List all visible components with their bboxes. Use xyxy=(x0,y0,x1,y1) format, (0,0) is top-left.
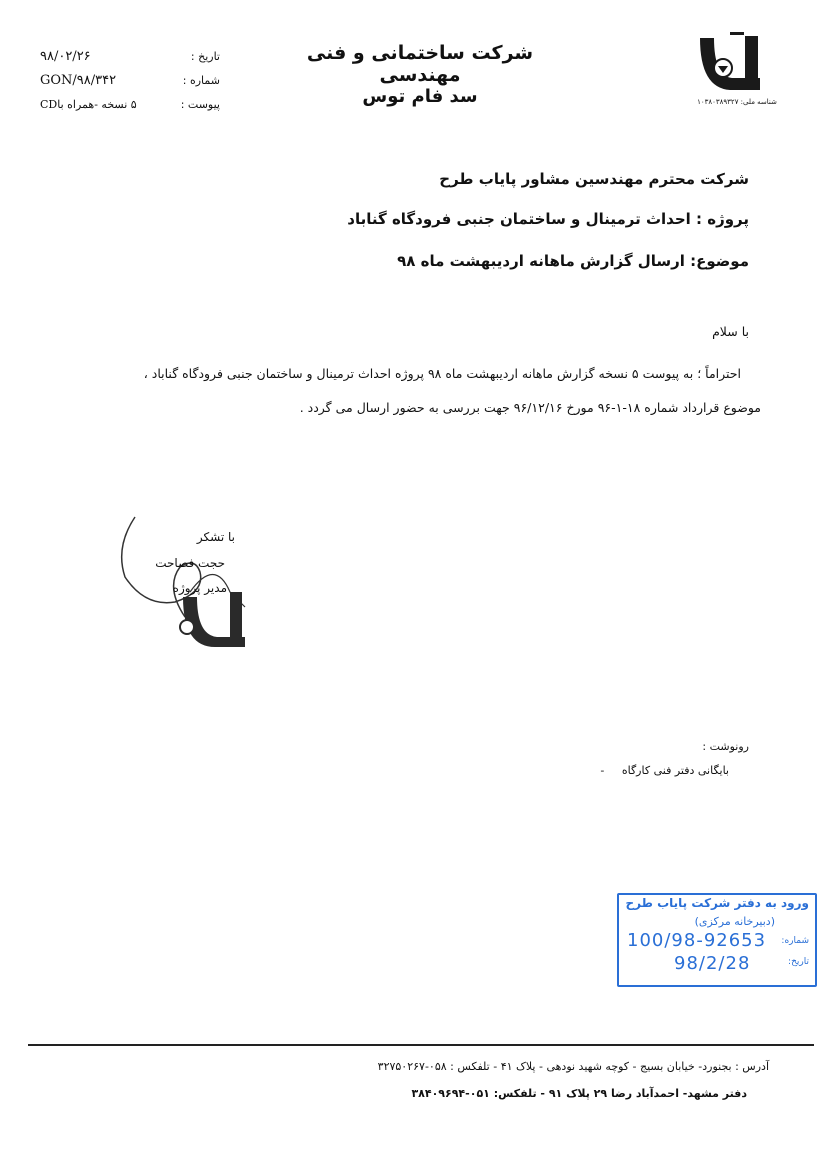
cc-bullet: - xyxy=(600,764,605,777)
attachment-row xyxy=(40,92,220,116)
stamp-date-value: 98/2/28 xyxy=(674,953,751,974)
attachment-label: پیوست : xyxy=(180,97,220,111)
body-line-2: موضوع قرارداد شماره ۱۸-۱-۹۶ مورخ ۹۶/۱۲/۱۶ جهت بررسی به حضور ارسال می گردد . xyxy=(299,400,761,415)
body-line-1: احتراماً ؛ به پیوست ۵ نسخه گزارش ماهانه اردیبهشت ماه ۹۸ پروژه احداث ترمینال و ساختمان جنبی فرودگاه گناباد ، xyxy=(143,366,741,381)
footer-mashhad-office: دفتر مشهد- احمدآباد رضا ۲۹ پلاک ۹۱ - تلفکس: ۰۵۱-۳۸۴۰۹۶۹۴ xyxy=(411,1087,747,1100)
signature-title: مدیر پروژه xyxy=(172,581,227,595)
attachment-value: ۵ نسخه -همراه باCD xyxy=(40,97,137,111)
cc-item xyxy=(600,764,729,777)
company-subtitle: سد فام توس xyxy=(362,86,478,107)
greeting: با سلام xyxy=(712,324,749,339)
number-row xyxy=(40,68,220,92)
footer-divider xyxy=(28,1044,814,1046)
signature-seal xyxy=(105,497,265,672)
subject-line: موضوع: ارسال گزارش ماهانه اردیبهشت ماه ۹۸ xyxy=(397,252,749,270)
signature-thanks: با تشکر xyxy=(196,530,235,544)
date-row xyxy=(40,44,220,68)
stamp-title: ورود به دفتر شرکت پایاب طرح xyxy=(625,896,809,910)
cc-label: رونوشت : xyxy=(702,740,749,753)
received-stamp xyxy=(617,893,817,987)
stamp-number-value: 100/98-92653 xyxy=(627,930,767,951)
footer-address: آدرس : بجنورد- خیابان بسیج - کوچه شهید نودهی - پلاک ۴۱ - تلفکس : ۰۵۸-۳۲۷۵۰۲۶۷ xyxy=(377,1060,769,1073)
company-title: شرکت ساختمانی و فنی مهندسی xyxy=(306,42,534,86)
number-value: GON/۹۸/۳۴۲ xyxy=(40,72,117,88)
signature-name: حجت فصاحت xyxy=(155,556,225,570)
stamp-number-label: شماره: xyxy=(781,936,809,946)
stamp-subtitle: (دبیرخانه مرکزی) xyxy=(694,915,775,928)
project-line: پروژه : احداث ترمینال و ساختمان جنبی فرودگاه گناباد xyxy=(347,210,749,228)
recipient: شرکت محترم مهندسین مشاور پایاب طرح xyxy=(439,170,749,188)
date-label: تاریخ : xyxy=(190,49,220,63)
letter-meta xyxy=(40,44,220,116)
stamp-date-label: تاریخ: xyxy=(788,957,809,967)
cc-item-text: بایگانی دفتر فنی کارگاه xyxy=(621,764,729,777)
number-label: شماره : xyxy=(182,73,220,87)
logo-registration: شناسه ملی: ۱۰۳۸۰۳۸۹۳۲۷ xyxy=(697,98,777,106)
date-value: ۹۸/۰۲/۲۶ xyxy=(40,48,91,64)
